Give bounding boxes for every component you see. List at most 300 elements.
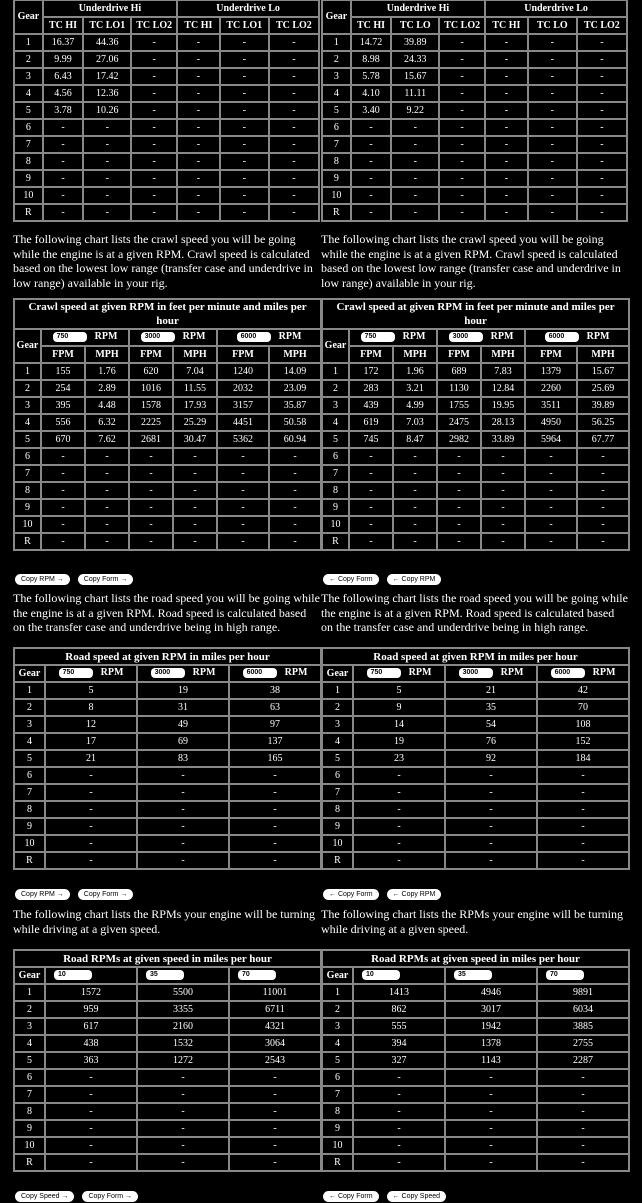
crawl-cell: - xyxy=(577,482,629,499)
ratio-cell: - xyxy=(43,136,84,153)
road-rpm-table xyxy=(321,949,630,1172)
table-row xyxy=(322,51,627,68)
ratio-cell: - xyxy=(83,136,131,153)
road-cell: 17 xyxy=(45,733,137,750)
ratio-cell: - xyxy=(528,85,577,102)
rpm-cell: - xyxy=(45,1137,137,1154)
crawl-cell: 745 xyxy=(349,431,393,448)
ratio-col-header: TC LO xyxy=(391,17,439,34)
ratio-cell: - xyxy=(439,68,485,85)
crawl-cell: 2681 xyxy=(129,431,173,448)
road-cell: 54 xyxy=(445,716,537,733)
ratio-cell: - xyxy=(131,68,177,85)
rpm-input-group xyxy=(349,329,437,346)
road-cell: 97 xyxy=(229,716,321,733)
rpm-cell: 617 xyxy=(45,1018,137,1035)
rpm-label: RPM xyxy=(402,331,426,343)
ratio-cell: - xyxy=(485,136,528,153)
crawl-cell: - xyxy=(173,482,217,499)
ratio-cell: - xyxy=(131,85,177,102)
ratio-cell: - xyxy=(351,153,392,170)
road-cell: 8 xyxy=(45,699,137,716)
ratio-cell: - xyxy=(131,51,177,68)
ratio-col-header: TC LO1 xyxy=(83,17,131,34)
crawl-cell: 14.09 xyxy=(269,363,321,380)
ratio-cell: 10.26 xyxy=(83,102,131,119)
table-row xyxy=(14,784,321,801)
ratio-cell: - xyxy=(177,204,220,221)
fpm-header: FPM xyxy=(525,346,577,363)
table-row xyxy=(14,733,321,750)
road-cell: 21 xyxy=(445,682,537,699)
gear-cell: 4 xyxy=(322,414,349,431)
road-cell: - xyxy=(445,818,537,835)
table-row xyxy=(14,85,319,102)
fpm-header: FPM xyxy=(129,346,173,363)
road-cell: 31 xyxy=(137,699,229,716)
ratio-cell: - xyxy=(83,204,131,221)
ratio-cell: - xyxy=(269,51,319,68)
ratio-cell: - xyxy=(177,187,220,204)
table-row xyxy=(14,516,321,533)
underdrive-hi-header: Underdrive Hi xyxy=(351,0,485,17)
road-cell: - xyxy=(229,801,321,818)
gear-cell: 1 xyxy=(322,363,349,380)
ratio-cell: - xyxy=(439,85,485,102)
rpm-cell: 327 xyxy=(353,1052,445,1069)
gear-header: Gear xyxy=(14,0,43,34)
ratio-cell: - xyxy=(131,204,177,221)
road-cell: 19 xyxy=(137,682,229,699)
speed-input[interactable]: 35 xyxy=(146,970,184,980)
rpm-cell: 11001 xyxy=(229,984,321,1001)
crawl-cell: - xyxy=(481,499,525,516)
rpm-cell: 1272 xyxy=(137,1052,229,1069)
ratio-col-header: TC LO2 xyxy=(269,17,319,34)
gear-cell: 4 xyxy=(322,1035,353,1052)
crawl-cell: 1379 xyxy=(525,363,577,380)
copy-button[interactable]: ← Copy RPM xyxy=(387,574,442,585)
road-cell: 76 xyxy=(445,733,537,750)
ratio-cell: - xyxy=(177,34,220,51)
crawl-cell: 2260 xyxy=(525,380,577,397)
copy-button[interactable]: ← Copy Form xyxy=(323,1191,379,1202)
rpm-label: RPM xyxy=(586,331,610,343)
crawl-cell: - xyxy=(577,448,629,465)
rpm-cell: 1413 xyxy=(353,984,445,1001)
crawl-title: Crawl speed at given RPM in feet per minute and miles per hour xyxy=(14,299,321,329)
rpm-cell: - xyxy=(137,1154,229,1171)
rpm-input[interactable]: 6000 xyxy=(243,668,277,678)
crawl-cell: 3.21 xyxy=(393,380,437,397)
crawl-cell: 5964 xyxy=(525,431,577,448)
speed-title: Road RPMs at given speed in miles per hour xyxy=(14,950,321,967)
crawl-cell: - xyxy=(393,465,437,482)
table-row xyxy=(322,984,629,1001)
road-description: The following chart lists the road speed you will be going while the engine is at a given RPM. Road speed is calculated based on the transfer case and underdrive being in high range. xyxy=(13,591,320,634)
table-row xyxy=(14,750,321,767)
fpm-header: FPM xyxy=(217,346,269,363)
rpm-cell: 1572 xyxy=(45,984,137,1001)
table-row xyxy=(322,1052,629,1069)
rpm-cell: - xyxy=(229,1137,321,1154)
rpm-input-group xyxy=(137,665,229,682)
speed-input-group xyxy=(137,967,229,984)
ratio-cell: - xyxy=(177,102,220,119)
table-row xyxy=(14,1052,321,1069)
copy-button[interactable]: ← Copy Form xyxy=(323,574,379,585)
copy-button[interactable]: Copy Form → xyxy=(82,1191,138,1202)
gear-cell: 7 xyxy=(14,1086,45,1103)
rpm-input[interactable]: 6000 xyxy=(237,332,271,342)
gear-cell: 7 xyxy=(322,465,349,482)
mph-header: MPH xyxy=(269,346,321,363)
rpm-input-group xyxy=(217,329,321,346)
road-rpm-table xyxy=(13,949,322,1172)
rpm-cell: - xyxy=(45,1103,137,1120)
copy-button[interactable]: ← Copy Speed xyxy=(387,1191,446,1202)
speed-input[interactable]: 70 xyxy=(546,970,584,980)
rpm-cell: 438 xyxy=(45,1035,137,1052)
rpm-cell: - xyxy=(445,1103,537,1120)
table-row xyxy=(322,767,629,784)
ratio-cell: - xyxy=(351,187,392,204)
gear-cell: 5 xyxy=(322,750,353,767)
crawl-cell: - xyxy=(437,465,481,482)
crawl-cell: 620 xyxy=(129,363,173,380)
crawl-cell: - xyxy=(41,516,85,533)
crawl-cell: 4.99 xyxy=(393,397,437,414)
road-cell: - xyxy=(445,852,537,869)
ratio-cell: - xyxy=(269,187,319,204)
crawl-cell: 439 xyxy=(349,397,393,414)
road-cell: - xyxy=(537,784,629,801)
table-row xyxy=(322,1018,629,1035)
table-row xyxy=(14,699,321,716)
crawl-cell: 1.76 xyxy=(85,363,129,380)
ratio-cell: - xyxy=(391,136,439,153)
speed-input-group xyxy=(537,967,629,984)
table-row xyxy=(14,1086,321,1103)
rpm-input[interactable]: 3000 xyxy=(151,668,185,678)
ratio-cell: - xyxy=(577,170,627,187)
ratio-cell: - xyxy=(391,119,439,136)
rpm-input[interactable]: 3000 xyxy=(459,668,493,678)
gear-cell: 10 xyxy=(322,1137,353,1154)
speed-input-group xyxy=(45,967,137,984)
ratio-cell: - xyxy=(391,187,439,204)
crawl-cell: - xyxy=(481,448,525,465)
road-cell: - xyxy=(137,818,229,835)
road-cell: 38 xyxy=(229,682,321,699)
copy-button[interactable]: Copy Speed → xyxy=(15,1191,74,1202)
ratio-cell: - xyxy=(220,85,269,102)
crawl-cell: - xyxy=(217,533,269,550)
ratio-col-header: TC LO2 xyxy=(131,17,177,34)
road-title: Road speed at given RPM in miles per hour xyxy=(14,648,321,665)
rpm-cell: - xyxy=(445,1154,537,1171)
rpm-input[interactable]: 3000 xyxy=(449,332,483,342)
crawl-cell: - xyxy=(269,465,321,482)
rpm-input[interactable]: 750 xyxy=(367,668,401,678)
ratio-cell: - xyxy=(177,119,220,136)
ratio-cell: - xyxy=(43,119,84,136)
ratio-cell: - xyxy=(528,34,577,51)
copy-button[interactable]: Copy Form → xyxy=(78,889,134,900)
rpm-label: RPM xyxy=(500,667,524,679)
crawl-cell: 60.94 xyxy=(269,431,321,448)
ratio-cell: 9.22 xyxy=(391,102,439,119)
rpm-cell: - xyxy=(137,1103,229,1120)
rpm-input[interactable]: 6000 xyxy=(551,668,585,678)
ratio-cell: 3.40 xyxy=(351,102,392,119)
crawl-cell: - xyxy=(481,482,525,499)
gear-cell: 3 xyxy=(14,68,43,85)
table-row xyxy=(14,465,321,482)
rpm-cell: - xyxy=(229,1103,321,1120)
road-cell: 49 xyxy=(137,716,229,733)
crawl-cell: 4950 xyxy=(525,414,577,431)
crawl-cell: - xyxy=(437,448,481,465)
gear-cell: 10 xyxy=(14,187,43,204)
crawl-cell: 1755 xyxy=(437,397,481,414)
ratio-cell: 11.11 xyxy=(391,85,439,102)
crawl-cell: - xyxy=(349,465,393,482)
gear-cell: 1 xyxy=(14,984,45,1001)
crawl-cell: - xyxy=(525,499,577,516)
table-row xyxy=(14,397,321,414)
ratio-cell: - xyxy=(351,204,392,221)
rpm-input-group xyxy=(229,665,321,682)
ratio-cell: 24.33 xyxy=(391,51,439,68)
gear-cell: 6 xyxy=(14,448,41,465)
rpm-input-group xyxy=(41,329,129,346)
rpm-cell: 2543 xyxy=(229,1052,321,1069)
table-row xyxy=(14,68,319,85)
ratio-col-header: TC LO2 xyxy=(439,17,485,34)
crawl-cell: 8.47 xyxy=(393,431,437,448)
table-row xyxy=(322,750,629,767)
table-row xyxy=(14,801,321,818)
ratio-cell: 3.78 xyxy=(43,102,84,119)
gear-cell: 2 xyxy=(322,1001,353,1018)
crawl-cell: 283 xyxy=(349,380,393,397)
fpm-header: FPM xyxy=(349,346,393,363)
crawl-cell: 2982 xyxy=(437,431,481,448)
crawl-cell: 15.67 xyxy=(577,363,629,380)
rpm-cell: 4946 xyxy=(445,984,537,1001)
ratio-cell: 39.89 xyxy=(391,34,439,51)
rpm-cell: - xyxy=(445,1120,537,1137)
rpm-input[interactable]: 750 xyxy=(53,332,87,342)
crawl-cell: - xyxy=(269,533,321,550)
copy-button[interactable]: Copy Form → xyxy=(78,574,134,585)
gear-cell: 8 xyxy=(14,153,43,170)
gear-ratio-table xyxy=(321,0,628,222)
gear-cell: 10 xyxy=(14,835,45,852)
road-cell: - xyxy=(537,767,629,784)
road-cell: 12 xyxy=(45,716,137,733)
table-row xyxy=(14,1103,321,1120)
gear-cell: 6 xyxy=(14,119,43,136)
gear-cell: 6 xyxy=(14,1069,45,1086)
speed-input[interactable]: 10 xyxy=(54,970,92,980)
rpm-label: RPM xyxy=(490,331,514,343)
table-row xyxy=(322,153,627,170)
road-cell: - xyxy=(353,852,445,869)
road-speed-table xyxy=(321,647,630,870)
road-cell: 108 xyxy=(537,716,629,733)
speed-input[interactable]: 70 xyxy=(238,970,276,980)
rpm-input-group xyxy=(537,665,629,682)
crawl-cell: - xyxy=(173,533,217,550)
ratio-cell: - xyxy=(528,102,577,119)
crawl-cell: - xyxy=(129,465,173,482)
gear-cell: 1 xyxy=(322,682,353,699)
gear-cell: 5 xyxy=(14,1052,45,1069)
road-cell: 92 xyxy=(445,750,537,767)
road-cell: - xyxy=(445,767,537,784)
ratio-cell: - xyxy=(485,34,528,51)
ratio-cell: - xyxy=(269,85,319,102)
crawl-cell: - xyxy=(129,533,173,550)
gear-cell: 10 xyxy=(322,835,353,852)
ratio-cell: - xyxy=(269,34,319,51)
table-row xyxy=(322,187,627,204)
gear-cell: R xyxy=(14,1154,45,1171)
table-row xyxy=(14,380,321,397)
speed-input[interactable]: 35 xyxy=(454,970,492,980)
crawl-cell: 5362 xyxy=(217,431,269,448)
crawl-cell: 56.25 xyxy=(577,414,629,431)
ratio-cell: 9.99 xyxy=(43,51,84,68)
table-row xyxy=(14,818,321,835)
gear-cell: 2 xyxy=(14,699,45,716)
crawl-cell: - xyxy=(173,448,217,465)
table-row xyxy=(322,34,627,51)
rpm-input[interactable]: 750 xyxy=(361,332,395,342)
rpm-cell: - xyxy=(537,1086,629,1103)
rpm-cell: 1532 xyxy=(137,1035,229,1052)
rpm-cell: 3355 xyxy=(137,1001,229,1018)
road-cell: - xyxy=(353,818,445,835)
rpm-input[interactable]: 3000 xyxy=(141,332,175,342)
crawl-cell: 155 xyxy=(41,363,85,380)
rpm-label: RPM xyxy=(284,667,308,679)
crawl-cell: - xyxy=(349,448,393,465)
table-row xyxy=(322,733,629,750)
table-row xyxy=(322,482,629,499)
ratio-cell: 4.56 xyxy=(43,85,84,102)
crawl-description: The following chart lists the crawl speed you will be going while the engine is at a given RPM. Crawl speed is calculated based on the lowest low range (transfer case and underdrive in low range) available in your rig. xyxy=(321,232,621,290)
road-cell: - xyxy=(445,801,537,818)
copy-button[interactable]: ← Copy RPM xyxy=(387,889,442,900)
gear-cell: 9 xyxy=(322,818,353,835)
table-row xyxy=(14,51,319,68)
crawl-cell: - xyxy=(349,482,393,499)
ratio-col-header: TC HI xyxy=(485,17,528,34)
ratio-cell: - xyxy=(577,204,627,221)
ratio-cell: - xyxy=(439,187,485,204)
rpm-input-group xyxy=(437,329,525,346)
gear-cell: 10 xyxy=(322,187,351,204)
rpm-input[interactable]: 750 xyxy=(59,668,93,678)
rpm-input[interactable]: 6000 xyxy=(545,332,579,342)
table-row xyxy=(322,119,627,136)
speed-button-row xyxy=(323,1185,454,1200)
crawl-cell: - xyxy=(269,499,321,516)
gear-cell: 5 xyxy=(322,102,351,119)
rpm-label: RPM xyxy=(592,667,616,679)
speed-input-group xyxy=(353,967,445,984)
table-row xyxy=(322,1154,629,1171)
road-cell: - xyxy=(45,784,137,801)
gear-cell: 10 xyxy=(322,516,349,533)
rpm-cell: - xyxy=(45,1120,137,1137)
ratio-cell: - xyxy=(439,34,485,51)
rpm-label: RPM xyxy=(94,331,118,343)
rpm-cell: 3064 xyxy=(229,1035,321,1052)
table-row xyxy=(322,818,629,835)
table-row xyxy=(14,34,319,51)
crawl-cell: 23.09 xyxy=(269,380,321,397)
gear-cell: 5 xyxy=(322,1052,353,1069)
copy-button[interactable]: ← Copy Form xyxy=(323,889,379,900)
crawl-cell: 4.48 xyxy=(85,397,129,414)
table-row xyxy=(14,767,321,784)
rpm-cell: - xyxy=(353,1137,445,1154)
table-row xyxy=(14,716,321,733)
rpm-cell: 959 xyxy=(45,1001,137,1018)
table-row xyxy=(14,1018,321,1035)
speed-button-row xyxy=(15,1185,146,1200)
ratio-cell: - xyxy=(577,187,627,204)
rpm-cell: - xyxy=(45,1086,137,1103)
table-row xyxy=(14,204,319,221)
table-row xyxy=(322,448,629,465)
table-row xyxy=(14,1137,321,1154)
road-cell: - xyxy=(229,852,321,869)
table-row xyxy=(14,835,321,852)
crawl-cell: - xyxy=(85,533,129,550)
road-cell: 70 xyxy=(537,699,629,716)
table-row xyxy=(322,1137,629,1154)
copy-button[interactable]: Copy RPM → xyxy=(15,574,70,585)
speed-input[interactable]: 10 xyxy=(362,970,400,980)
rpm-cell: 1378 xyxy=(445,1035,537,1052)
copy-button[interactable]: Copy RPM → xyxy=(15,889,70,900)
gear-cell: 3 xyxy=(14,1018,45,1035)
road-cell: - xyxy=(229,784,321,801)
ratio-cell: - xyxy=(131,119,177,136)
ratio-cell: - xyxy=(577,136,627,153)
table-row xyxy=(14,1035,321,1052)
rpm-input-group xyxy=(45,665,137,682)
crawl-cell: 1240 xyxy=(217,363,269,380)
speed-title: Road RPMs at given speed in miles per hour xyxy=(322,950,629,967)
crawl-cell: - xyxy=(85,465,129,482)
rpm-cell: - xyxy=(137,1137,229,1154)
table-row xyxy=(322,1086,629,1103)
road-cell: - xyxy=(45,818,137,835)
rpm-cell: 4321 xyxy=(229,1018,321,1035)
ratio-cell: - xyxy=(485,119,528,136)
rpm-cell: - xyxy=(353,1103,445,1120)
crawl-cell: - xyxy=(393,448,437,465)
table-row xyxy=(322,170,627,187)
rpm-cell: 363 xyxy=(45,1052,137,1069)
road-button-row xyxy=(323,883,449,898)
